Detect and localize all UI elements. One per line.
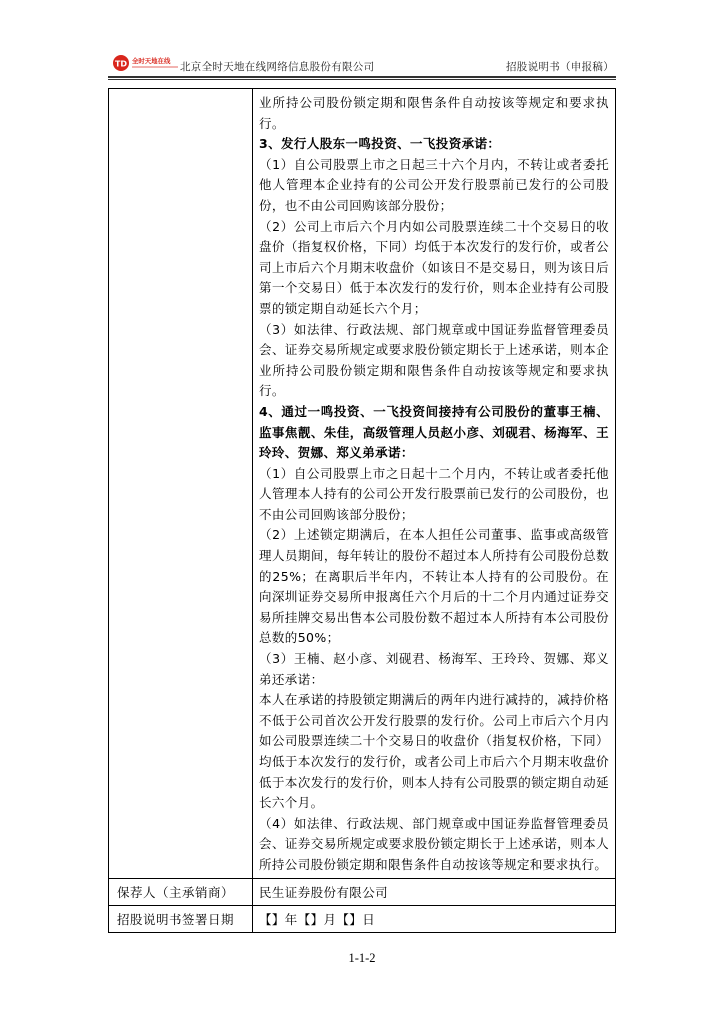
commitment-paragraph: （1）自公司股票上市之日起三十六个月内，不转让或者委托他人管理本企业持有的公司公开发行股票前已发行的公司股份，也不由公司回购该部分股份；: [259, 156, 609, 213]
commitment-paragraph: （4）如法律、行政法规、部门规章或中国证券监督管理委员会、证券交易所规定或要求股份锁定期长于上述承诺，则本人所持公司股份锁定期和限售条件自动按该等规定和要求执行。: [259, 815, 609, 872]
sign-date-label: 招股说明书签署日期: [109, 906, 253, 932]
header-rule-thin: [108, 79, 616, 80]
commitment-heading: 3、发行人股东一鸣投资、一飞投资承诺：: [259, 136, 501, 152]
document-title: 招股说明书（申报稿）: [506, 61, 614, 73]
table-row-commitments: [109, 89, 615, 878]
sponsor-value: 民生证券股份有限公司: [259, 884, 389, 900]
table-row-sign-date: [109, 905, 615, 932]
commitment-paragraph: （3）王楠、赵小彦、刘砚君、杨海军、王玲玲、贺娜、郑义弟还承诺：: [259, 651, 609, 687]
svg-text:TD: TD: [114, 59, 128, 69]
commitment-paragraph: 本人在承诺的持股锁定期满后的两年内进行减持的，减持价格不低于公司首次公开发行股票的发行价。公司上市后六个月内如公司股票连续二十个交易日的收盘价（指复权价格，下同）均低于本次发行的发行价，或者公司上市后六个月期末收盘价低于本次发行的发行价，则本人持有公司股票的锁定期自动延长六个月。: [259, 692, 609, 811]
commitments-cell: [253, 89, 615, 878]
commitment-paragraph: （2）上述锁定期满后，在本人担任公司董事、监事或高级管理人员期间，每年转让的股份不超过本人所持有公司股份总数的25%；在离职后半年内，不转让本人持有的公司股份。在向深圳证券交易所申报离任六个月后的十二个月内通过证券交易所挂牌交易出售本公司股份数不超过本人所持有本公司股份总数的50%；: [259, 527, 609, 646]
sign-date-value: 【】年【】月【】日: [259, 911, 376, 927]
header-rule: [108, 76, 616, 78]
sponsor-label: 保荐人（主承销商）: [109, 879, 253, 905]
commitment-paragraph: （3）如法律、行政法规、部门规章或中国证券监督管理委员会、证券交易所规定或要求股份锁定期长于上述承诺，则本企业所持公司股份锁定期和限售条件自动按该等规定和要求执行。: [259, 321, 609, 399]
commitment-heading: 4、通过一鸣投资、一飞投资间接持有公司股份的董事王楠、监事焦靓、朱佳，高级管理人员赵小彦、刘砚君、杨海军、王玲玲、贺娜、郑义弟承诺：: [259, 403, 609, 461]
svg-text:全时天地在线: 全时天地在线: [132, 57, 171, 65]
page-number: 1-1-2: [348, 951, 376, 965]
info-table: [108, 88, 616, 933]
table-row-sponsor: [109, 878, 615, 905]
commitment-paragraph: （2）公司上市后六个月内如公司股票连续二十个交易日的收盘价（指复权价格，下同）均低于本次发行的发行价，或者公司上市后六个月期末收盘价（如该日不是交易日，则为该日后第一个交易日）低于本次发行的发行价，则本企业持有公司股票的锁定期自动延长六个月；: [259, 218, 609, 316]
commitment-paragraph: （1）自公司股票上市之日起十二个月内，不转让或者委托他人管理本人持有的公司公开发行股票前已发行的公司股份，也不由公司回购该部分股份；: [259, 465, 609, 522]
commitment-paragraph: 业所持公司股份锁定期和限售条件自动按该等规定和要求执行。: [259, 95, 609, 131]
company-logo: [112, 53, 184, 73]
company-name: 北京全时天地在线网络信息股份有限公司: [180, 61, 375, 73]
table-cell-empty-label: [109, 89, 253, 878]
page-header: [108, 50, 616, 78]
